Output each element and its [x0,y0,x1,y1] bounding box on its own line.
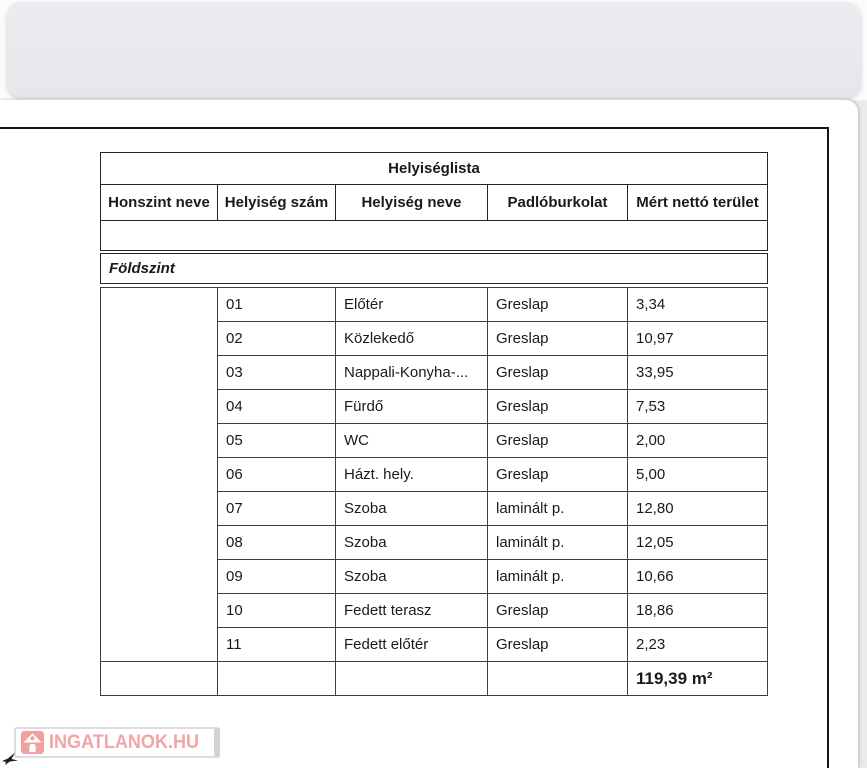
total-row-cell-empty [218,662,336,695]
cell-room-name: Szoba [336,526,488,560]
cell-room-name: Előtér [336,288,488,322]
cell-room-number: 01 [218,288,336,322]
cell-floor-covering: Greslap [488,594,628,628]
section-row-ground-floor: Földszint [100,253,768,284]
cell-net-area: 3,34 [628,288,767,322]
cell-room-number: 11 [218,628,336,662]
cell-room-name: WC [336,424,488,458]
room-list-table [100,152,768,696]
cell-room-name: Fedett előtér [336,628,488,662]
cell-room-name: Szoba [336,560,488,594]
total-area-value: 119,39 m² [636,668,713,688]
cell-room-name: Fürdő [336,390,488,424]
column-header-room-number: Helyiség szám [218,185,336,221]
cell-floor-covering: Greslap [488,356,628,390]
cell-floor-covering: laminált p. [488,492,628,526]
house-icon [21,731,44,754]
cell-room-number: 06 [218,458,336,492]
cell-room-number: 07 [218,492,336,526]
table-header-block [100,152,768,251]
cell-floor-covering: Greslap [488,322,628,356]
cell-net-area: 5,00 [628,458,767,492]
watermark-label: INGATLANOK.HU [49,731,200,753]
cell-room-number: 10 [218,594,336,628]
table-body [100,287,768,696]
cell-net-area: 10,66 [628,560,767,594]
cell-floor-covering: laminált p. [488,560,628,594]
cell-floor-covering: Greslap [488,390,628,424]
cell-floor-covering: Greslap [488,288,628,322]
cell-floor-covering: Greslap [488,628,628,662]
cell-room-number: 03 [218,356,336,390]
cell-net-area: 33,95 [628,356,767,390]
cell-room-number: 08 [218,526,336,560]
plane-icon [2,752,19,767]
cell-net-area: 12,80 [628,492,767,526]
cell-net-area: 12,05 [628,526,767,560]
cell-room-name: Fedett terasz [336,594,488,628]
cell-floor-covering: Greslap [488,424,628,458]
column-header-floor-name: Honszint neve [101,185,218,221]
previous-page-card [7,2,861,97]
cell-net-area: 10,97 [628,322,767,356]
column-header-net-area: Mért nettó terület [628,185,767,221]
cell-net-area: 2,23 [628,628,767,662]
table-title: Helyiséglista [101,153,767,185]
document-page [0,100,858,768]
cell-net-area: 18,86 [628,594,767,628]
cell-room-name: Házt. hely. [336,458,488,492]
cell-room-name: Szoba [336,492,488,526]
total-row-cell-empty [101,662,218,695]
cell-floor-covering: Greslap [488,458,628,492]
cell-net-area: 2,00 [628,424,767,458]
merged-floor-name-cell [101,288,218,662]
cell-room-name: Nappali-Konyha-... [336,356,488,390]
watermark-badge [14,727,220,758]
spacer-row [101,221,767,250]
cell-room-number: 05 [218,424,336,458]
column-header-room-name: Helyiség neve [336,185,488,221]
cell-room-name: Közlekedő [336,322,488,356]
column-header-floor-covering: Padlóburkolat [488,185,628,221]
cell-floor-covering: laminált p. [488,526,628,560]
cell-room-number: 09 [218,560,336,594]
cell-net-area: 7,53 [628,390,767,424]
cell-room-number: 04 [218,390,336,424]
total-row-cell-empty [336,662,488,695]
cell-room-number: 02 [218,322,336,356]
total-row-cell-empty [488,662,628,695]
